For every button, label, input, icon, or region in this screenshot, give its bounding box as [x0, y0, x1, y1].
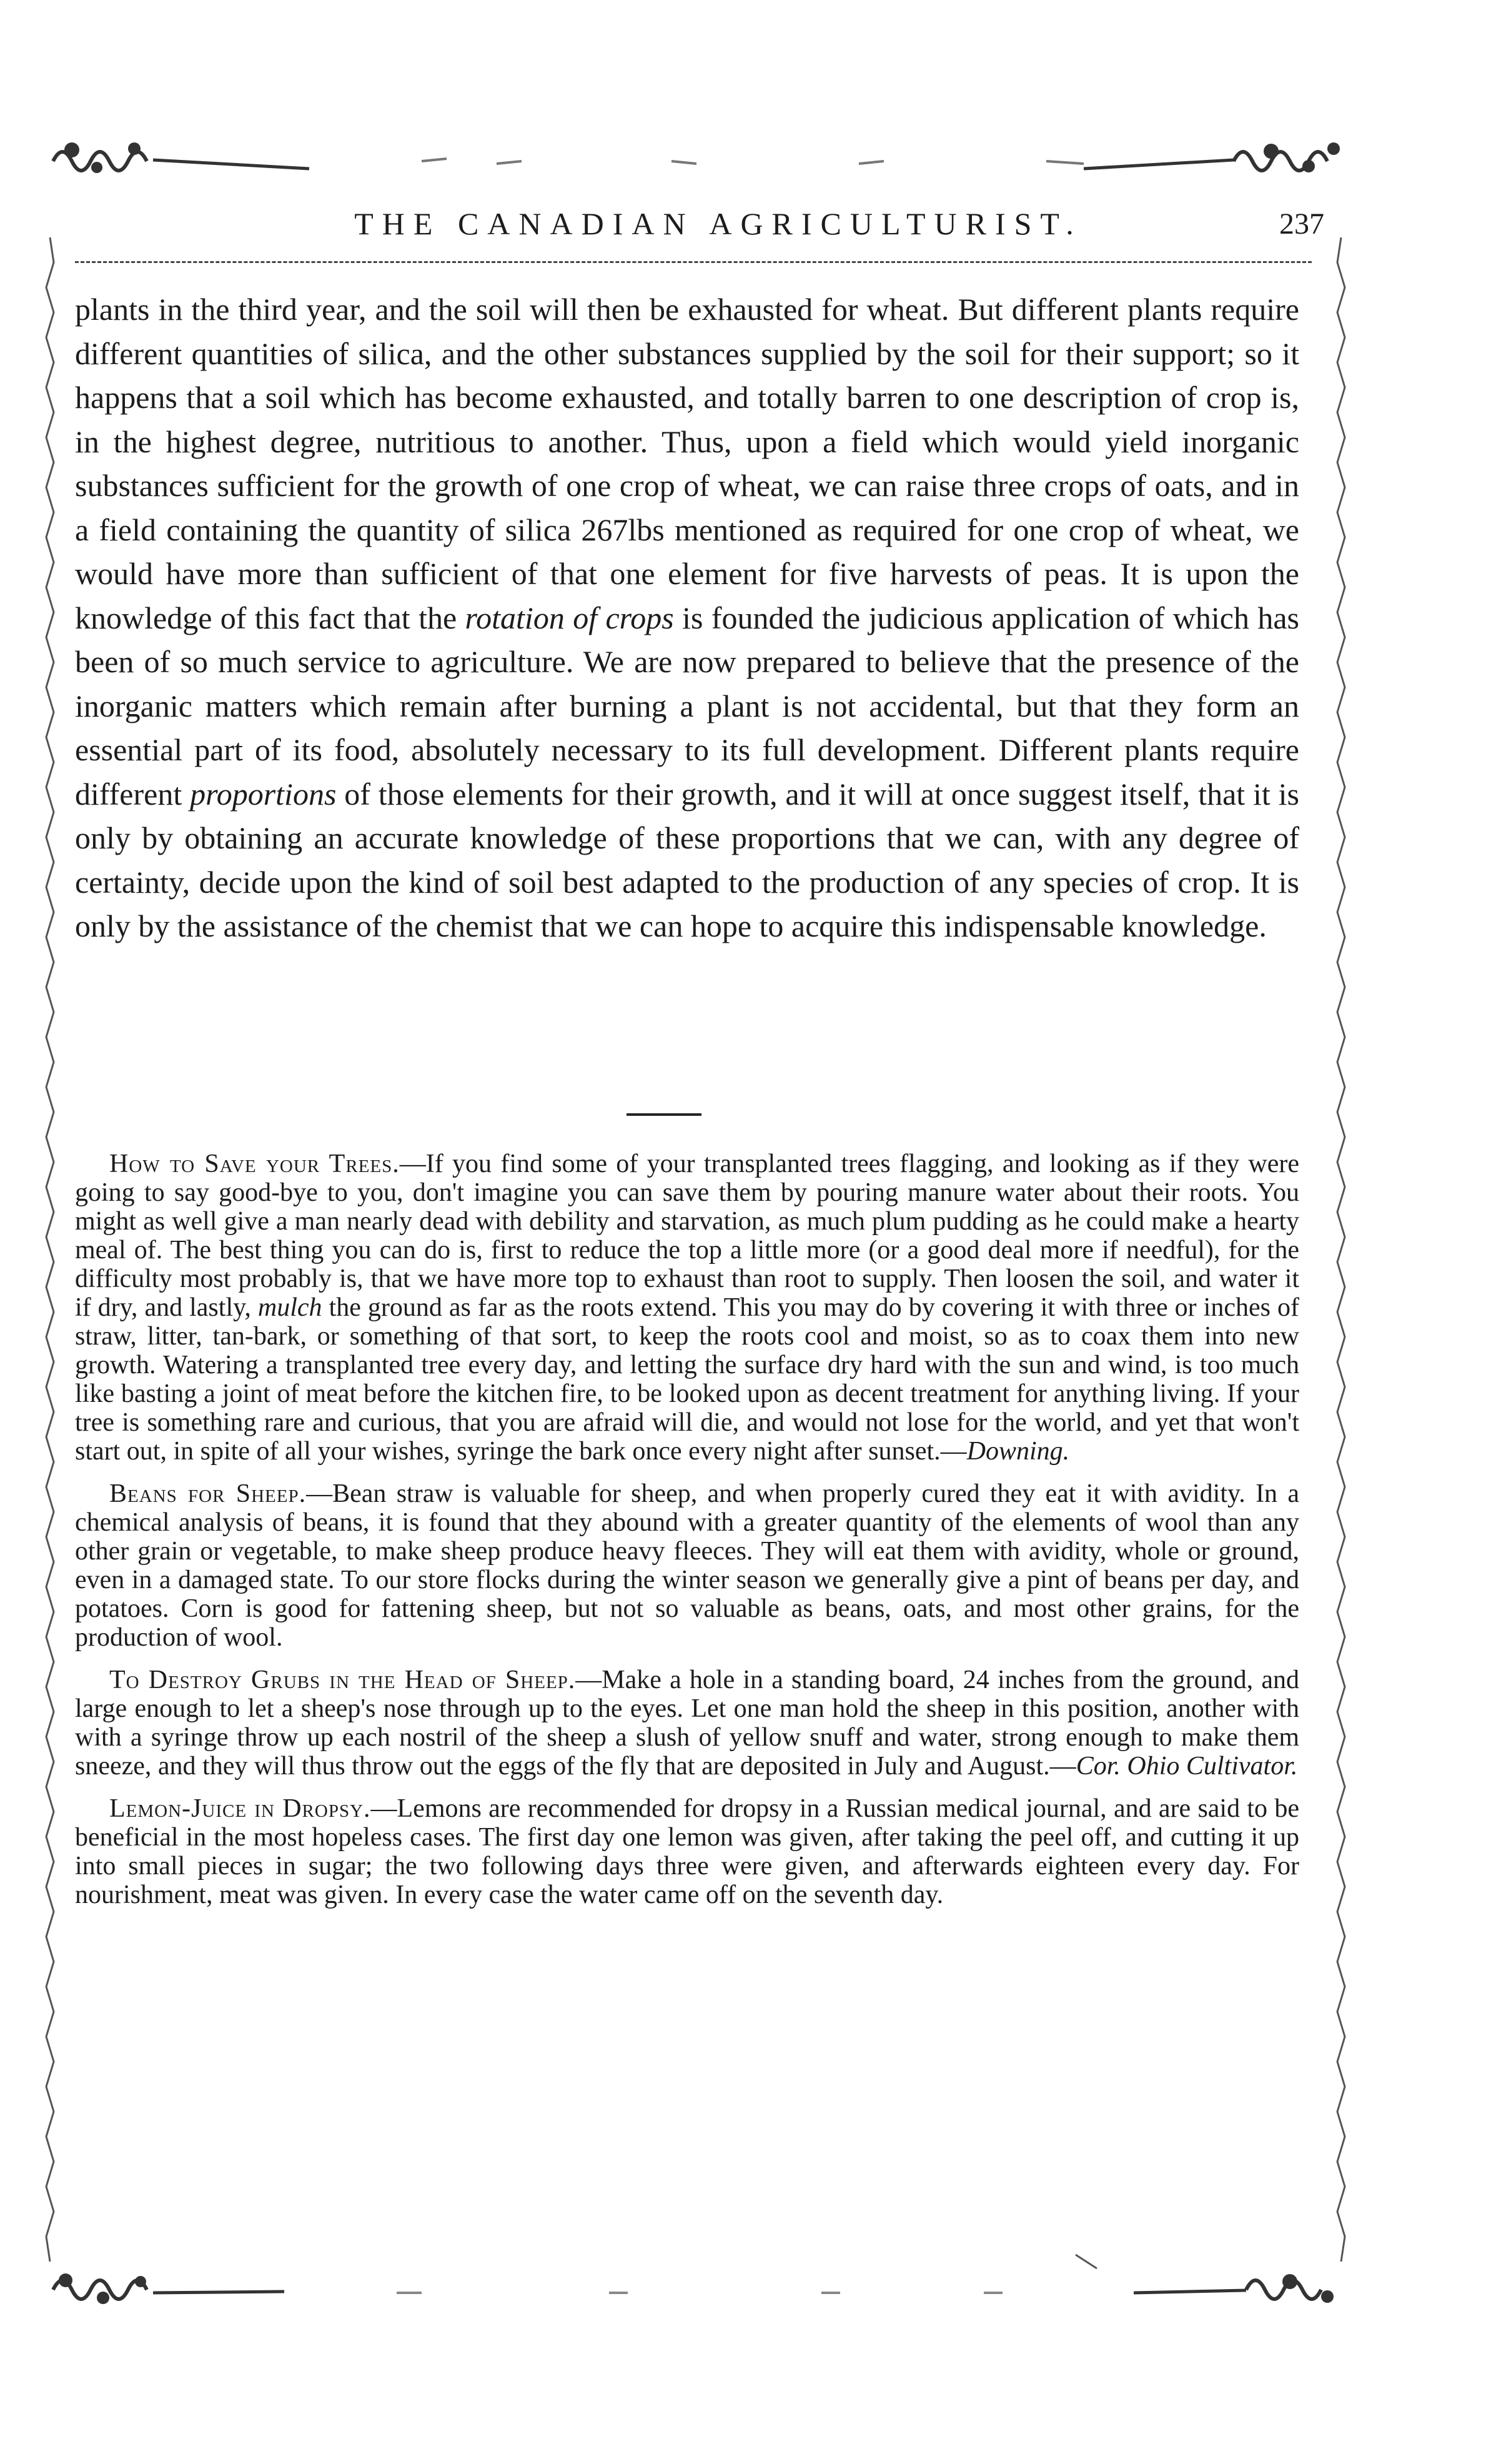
- article-text-part-3: of those elements for their growth, and it will at once suggest itself, that it is only by obtaining an accurate knowledge of these proportions that we can, with any degree of certainty, decide upon the kind of soil best adapted to the production of any species of crop. It is only by the assistance of the chemist that we can hope to acquire this indispensable knowledge.: [75, 776, 1300, 943]
- page-number: 237: [1279, 207, 1324, 241]
- note-body: the ground as far as the roots extend. This you may do by covering it with three or inches of straw, litter, tan-bark, or something of that sort, to keep the roots cool and moist, so as to coax them into new growth. Watering a transplanted tree every day, and letting the surface dry hard with the sun and wind, is too much like basting a joint of meat before the kitchen fire, to be looked upon as decent treatment for anything living. If your tree is something rare and curious, that you are afraid will die, and would not lose for the world, and yet that won't start out, in spite of all your wishes, syringe the bark once every night after sunset.—: [75, 1293, 1299, 1466]
- note-body: —Make a hole in a standing board, 24 inches from the ground, and large enough to let a sheep's nose through up to the eyes. Let one man hold the sheep in this position, another with with a syringe throw up each nostril of the sheep a slush of yellow snuff and water, strong enough to make them sneeze, and they will thus throw out the eggs of the fly that are deposited in July and August.—: [75, 1666, 1299, 1781]
- note-title: Lemon-Juice in Dropsy.: [109, 1794, 371, 1823]
- section-separator: [627, 1113, 701, 1116]
- header-rule: [75, 261, 1312, 263]
- note-title: To Destroy Grubs in the Head of Sheep.: [109, 1666, 576, 1694]
- running-title: THE CANADIAN AGRICULTURIST.: [354, 206, 1082, 241]
- printer-mark-icon: [1074, 2252, 1099, 2271]
- left-border-ornament: [42, 237, 57, 2262]
- note-credit: Cor. Ohio Cultivator.: [1076, 1752, 1298, 1781]
- top-border-ornament: [47, 136, 1346, 180]
- article-emphasis-rotation: rotation of crops: [465, 600, 674, 635]
- article-text-part-2: is founded the judicious application of which has been of so much service to agriculture. We are now prepared to believe that the presence of the inorganic matters which remain after burning a plant is not accidental, but that they form an essential part of its food, absolutely necessary to its full development. Different plants require different: [75, 600, 1300, 812]
- note-title: Beans for Sheep.: [109, 1479, 307, 1508]
- note-grubs-sheep: [75, 1666, 1299, 1781]
- note-emphasis: mulch: [257, 1293, 322, 1322]
- running-head: [112, 199, 1324, 249]
- note-beans-sheep: [75, 1479, 1299, 1652]
- note-title: How to Save your Trees.: [109, 1150, 400, 1178]
- note-lemon-dropsy: [75, 1794, 1299, 1909]
- notes-section: [75, 1150, 1299, 1923]
- right-border-ornament: [1334, 237, 1349, 2262]
- bottom-border-ornament: [47, 2268, 1346, 2312]
- article-continuation: [75, 287, 1299, 948]
- note-body: —Bean straw is valuable for sheep, and when properly cured they eat it with avidity. In a chemical analysis of beans, it is found that they abound with a greater quantity of the elements of wool than any other grain or vegetable, to make sheep produce heavy fleeces. They will eat them with avidity, whole or ground, even in a damaged state. To our store flocks during the winter season we generally give a pint of beans per day, and potatoes. Corn is good for fattening sheep, but not so valuable as beans, oats, and most other grains, for the production of wool.: [75, 1479, 1299, 1652]
- note-save-trees: [75, 1150, 1299, 1466]
- article-emphasis-proportions: proportions: [190, 776, 337, 812]
- article-text-part-1: plants in the third year, and the soil will then be exhausted for wheat. But different plants require different quantities of silica, and the other substances supplied by the soil for their support; so it happens that a soil which has become exhausted, and totally barren to one description of crop is, in the highest degree, nutritious to another. Thus, upon a field which would yield inorganic substances sufficient for the growth of one crop of wheat, we can raise three crops of oats, and in a field containing the quantity of silica 267lbs mentioned as required for one crop of wheat, we would have more than sufficient of that one element for five harvests of peas. It is upon the knowledge of this fact that the: [75, 292, 1299, 635]
- note-body: —Lemons are recommended for dropsy in a Russian medical journal, and are said to be beneficial in the most hopeless cases. The first day one lemon was given, after taking the peel off, and cutting it up into small pieces in sugar; the two following days three were given, and afterwards eighteen every day. For nourishment, meat was given. In every case the water came off on the seventh day.: [75, 1794, 1299, 1909]
- note-credit: Downing.: [966, 1437, 1070, 1466]
- note-body: —If you find some of your transplanted trees flagging, and looking as if they were going to say good-bye to you, don't imagine you can save them by pouring manure water about their roots. You might as well give a man nearly dead with debility and starvation, as much plum pudding as he could make a hearty meal of. The best thing you can do is, first to reduce the top a little more (or a good deal more if needful), for the difficulty most probably is, that we have more top to exhaust than root to supply. Then loosen the soil, and water it if dry, and lastly,: [75, 1150, 1299, 1322]
